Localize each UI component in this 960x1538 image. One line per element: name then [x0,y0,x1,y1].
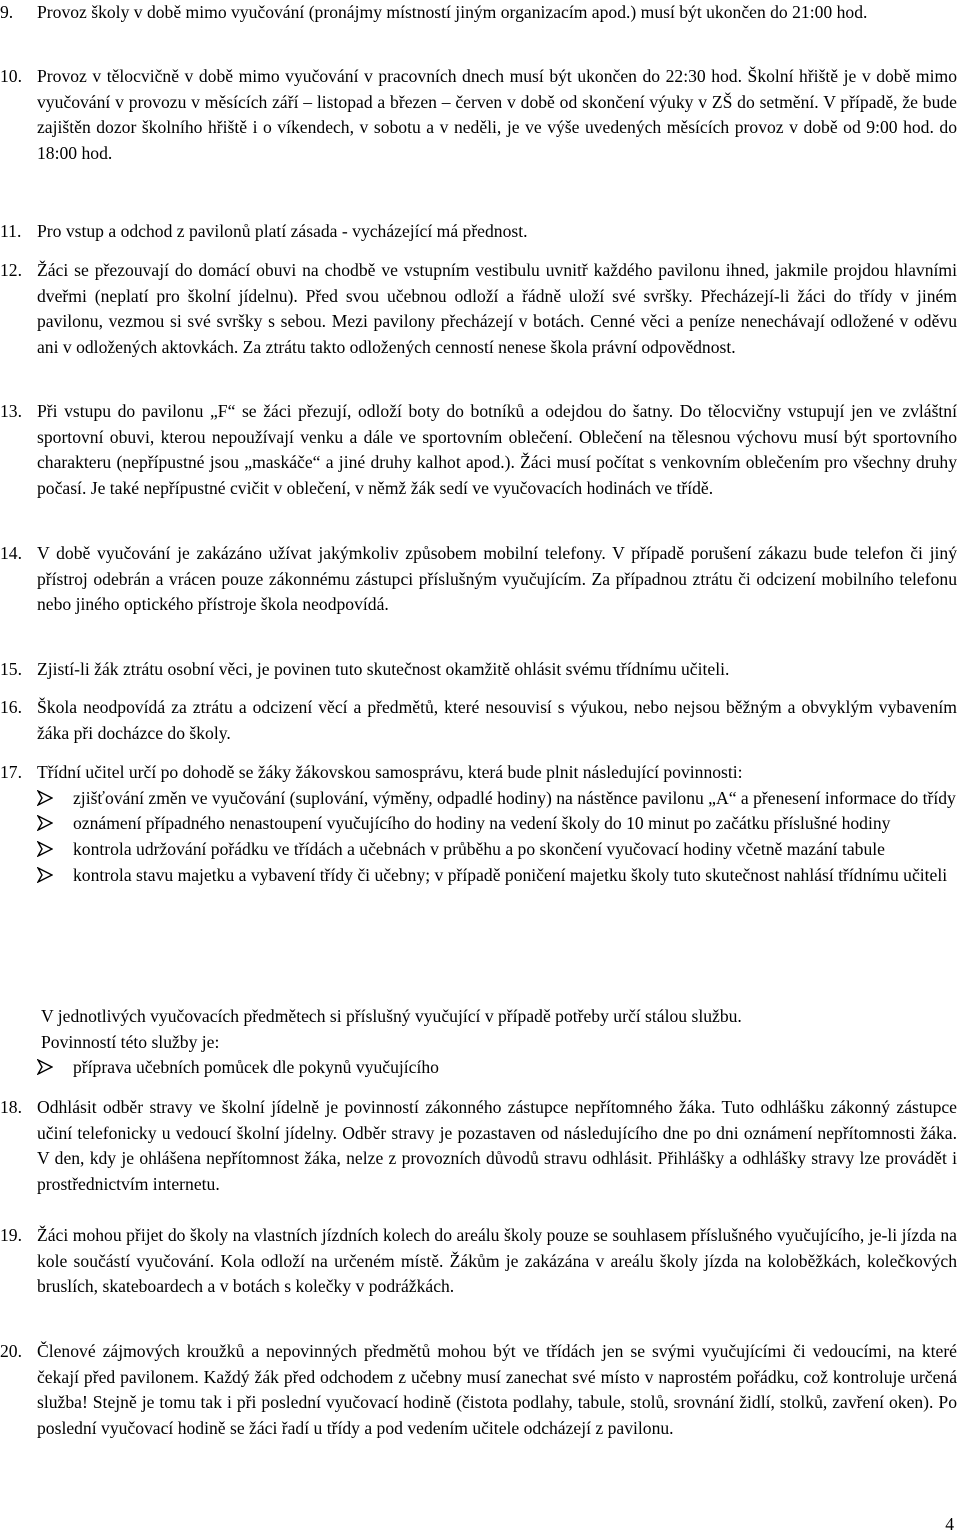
rule-text: Provoz školy v době mimo vyučování (pronájmy místností jiným organizacím apod.) musí být ukončen do 21:00 hod. [37,2,868,22]
rule-text: Odhlásit odběr stravy ve školní jídelně je povinností zákonného zástupce nepřítomného žáka. Tuto odhlášku zákonný zástupce učiní telefonicky u vedoucí školní jídelny. Odběr stravy je pozastaven od následujícího dne po dni oznámení nepřítomnosti žáka. V den, kdy je ohlášena nepřítomnost žáka, nelze z provozních důvodů stravu odhlásit. Přihlášky a odhlášky stravy lze provádět i prostřednictvím internetu. [37,1097,957,1195]
rule-item-18 [0,1095,960,1198]
arrow-bullet-icon [37,811,67,831]
duty-text: příprava učebních pomůcek dle pokynů vyučujícího [73,1057,439,1078]
rule-text: Zjistí-li žák ztrátu osobní věci, je povinen tuto skutečnost okamžitě ohlásit svému třídnímu učiteli. [37,659,730,679]
rule-item-20 [0,1339,960,1442]
rule-number: 11. [0,221,22,241]
rule-number: 18. [0,1097,22,1117]
rule-text: Žáci mohou přijet do školy na vlastních jízdních kolech do areálu školy pouze se souhlasem příslušného vyučujícího, je-li jízda na kole součástí vyučování. Kola odloží na určeném místě. Žákům je zakázána v areálu školy jízda na koloběžkách, kolečkových bruslích, skateboardech a v botách s kolečky v podrážkách. [37,1225,957,1297]
rule-number: 17. [0,762,22,782]
service-block [0,1004,960,1081]
rule-text: Třídní učitel určí po dohodě se žáky žákovskou samosprávu, která bude plnit následující povinnosti: [37,762,743,782]
rule-item-13 [0,399,960,502]
rule-number: 15. [0,659,22,679]
rule-item-10 [0,64,960,167]
rule-text: Škola neodpovídá za ztrátu a odcizení věcí a předmětů, které nesouvisí s výukou, nebo nejsou běžným a obvyklým vybavením žáka při docházce do školy. [37,697,957,743]
list-item [0,1055,957,1081]
service-line: Povinností této služby je: [41,1031,220,1052]
rule-item-19 [0,1223,960,1300]
rule-text: Provoz v tělocvičně v době mimo vyučování v pracovních dnech musí být ukončen do 22:30 hod. Školní hřiště je v době mimo vyučování v provozu v měsících září – listopad a březen – červen v době od skončení výuky v ZŠ do setmění. V případě, že bude zajištěn dozor školního hřiště i o víkendech, v sobotu a v neděli, je ve výše uvedených měsících provoz v době od 9:00 hod. do 18:00 hod. [37,66,957,164]
rule-text: Při vstupu do pavilonu „F“ se žáci přezují, odloží boty do botníků a odejdou do šatny. Do tělocvičny vstupují jen ve zvláštní sportovní obuvi, kterou nepoužívají venku a dále ve sportovním oblečení. Oblečení na tělesnou výchovu musí být sportovního charakteru (nepřípustné jsou „maskáče“ a jiné druhy kalhot apod.). Žáci musí počítat s venkovním oblečením pro všechny druhy počasí. Je také nepřípustné cvičit v oblečení, v němž žák sedí ve vyučovacích hodinách ve třídě. [37,401,957,499]
list-item [0,786,957,812]
rule-text: V době vyučování je zakázáno užívat jakýmkoliv způsobem mobilní telefony. V případě porušení zákazu bude telefon či jiný přístroj odebrán a vrácen pouze zákonnému zástupci příslušným vyučujícím. Za případnou ztrátu či odcizení mobilního telefonu nebo jiného optického přístroje škola neodpovídá. [37,543,957,615]
rule-number: 19. [0,1225,22,1245]
rule-item-15 [0,657,960,683]
rule-item-9 [0,0,960,26]
duty-text: oznámení případného nenastoupení vyučujícího do hodiny na vedení školy do 10 minut po začátku příslušné hodiny [73,813,891,834]
rule-item-12 [0,258,960,361]
duty-text: zjišťování změn ve vyučování (suplování, výměny, odpadlé hodiny) na nástěnce pavilonu „A“ a přenesení informace do třídy [73,787,956,808]
arrow-bullet-icon [37,1055,67,1075]
rule-number: 13. [0,401,22,421]
rule-number: 12. [0,260,22,280]
rule-number: 20. [0,1341,22,1361]
rule-number: 10. [0,66,22,86]
service-duty-list [0,1055,960,1081]
rule-text: Pro vstup a odchod z pavilonů platí zásada - vycházející má přednost. [37,221,528,241]
rule-number: 16. [0,697,22,717]
rule-text: Členové zájmových kroužků a nepovinných předmětů mohou být ve třídách jen se svými vyučujícími či vedoucími, na které čekají před pavilonem. Každý žák před odchodem z učebny musí zanechat své místo v naprostém pořádku, což kontroluje určená služba! Stejně je tomu tak i při poslední vyučovací hodině (čistota podlahy, tabule, stolů, srovnání židlí, stolků, zavření oken). Po poslední vyučovací hodině se žáci řadí u třídy a pod vedením učitele odcházejí z pavilonu. [37,1341,957,1439]
rule-text: Žáci se přezouvají do domácí obuvi na chodbě ve vstupním vestibulu uvnitř každého pavilonu ihned, jakmile projdou hlavními dveřmi (neplatí pro školní jídelnu). Před svou učebnou odloží a řádně uloží své svršky. Přecházejí-li žáci do třídy v jiném pavilonu, vezmou si své svršky s sebou. Mezi pavilony přecházejí v botách. Cenné věci a peníze nenechávají odložené v oděvu ani v odložených aktovkách. Za ztrátu takto odložených cenností nenese škola právní odpovědnost. [37,260,957,358]
list-item [0,811,957,837]
arrow-bullet-icon [37,837,67,857]
rule-item-16 [0,695,960,746]
rule-number: 9. [0,2,14,22]
rule-item-14 [0,541,960,618]
rule-item-17 [0,760,960,889]
rule-number: 14. [0,543,22,563]
rule-item-11 [0,219,960,245]
duty-text: kontrola udržování pořádku ve třídách a učebnách v průběhu a po skončení vyučovací hodiny včetně mazání tabule [73,839,885,860]
list-item [0,837,957,863]
service-line: V jednotlivých vyučovacích předmětech si příslušný vyučující v případě potřeby určí stálou službu. [41,1006,742,1026]
arrow-bullet-icon [37,863,67,883]
page-number: 4 [945,1514,954,1534]
arrow-bullet-icon [37,786,67,806]
duty-text: kontrola stavu majetku a vybavení třídy či učebny; v případě poničení majetku školy tuto skutečnost nahlásí třídnímu učiteli [73,864,948,885]
list-item [0,863,957,889]
duty-list [0,786,960,889]
